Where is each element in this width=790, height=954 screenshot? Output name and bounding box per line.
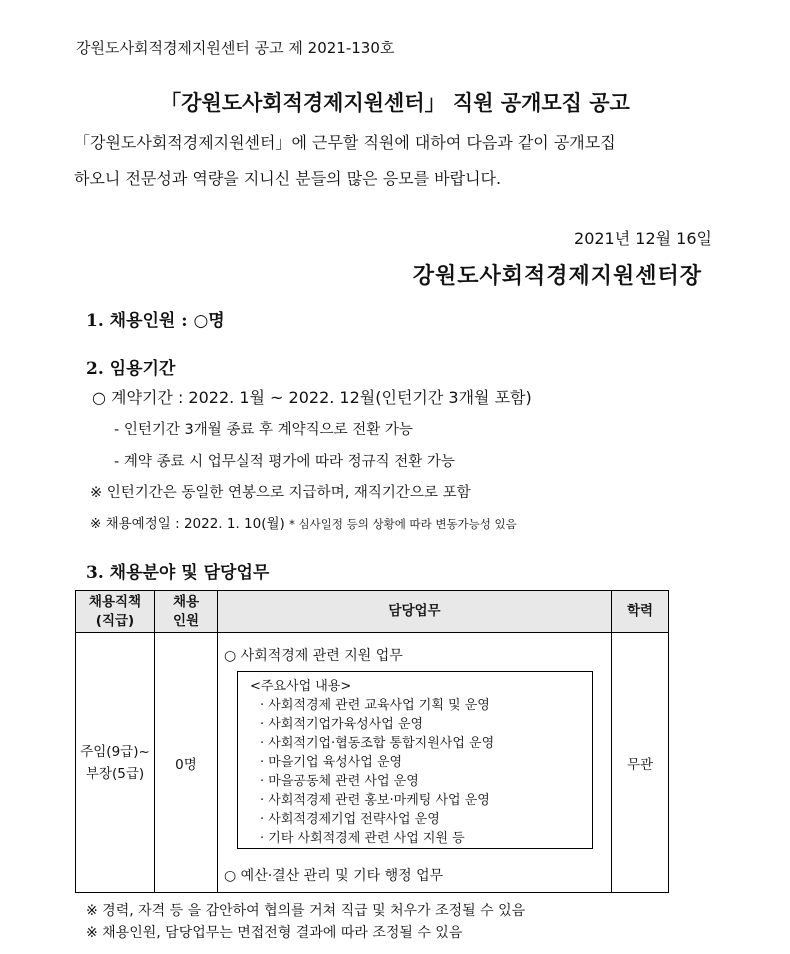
footnote-interview: ※ 채용인원, 담당업무는 면접전형 결과에 따라 조정될 수 있음 xyxy=(86,925,463,941)
section-3-heading: 3. 채용분야 및 담당업무 xyxy=(86,563,270,583)
main-projects-box xyxy=(237,671,593,849)
recruitment-table xyxy=(75,590,669,893)
section-2-heading: 2. 임용기간 xyxy=(86,359,176,379)
signer-name: 강원도사회적경제지원센터장 xyxy=(412,263,702,289)
header-count-line2: 인원 xyxy=(172,612,200,629)
list-item: · 기타 사회적경제 관련 사업 지원 등 xyxy=(260,831,465,846)
permanent-conversion-note: - 계약 종료 시 업무실적 평가에 따라 정규직 전환 가능 xyxy=(114,454,455,470)
list-item: · 사회적경제 관련 홍보·마케팅 사업 운영 xyxy=(260,793,490,808)
header-position xyxy=(76,591,155,633)
list-item: · 사회적기업가육성사업 운영 xyxy=(260,717,424,732)
table-header-row xyxy=(76,591,669,633)
contract-period: ○ 계약기간 : 2022. 1월 ~ 2022. 12월(인턴기간 3개월 포함) xyxy=(92,388,532,407)
page-title: 「강원도사회적경제지원센터」 직원 공개모집 공고 xyxy=(160,90,630,115)
list-item: · 사회적기업·협동조합 통합지원사업 운영 xyxy=(260,736,495,751)
position-line2: 부장(5급) xyxy=(85,765,145,782)
cell-position xyxy=(76,633,155,893)
duty-main: ○ 사회적경제 관련 지원 업무 xyxy=(224,648,403,664)
header-position-line1: 채용직책 xyxy=(88,593,142,610)
hire-date-main: ※ 채용예정일 : 2022. 1. 10(월) xyxy=(90,516,285,532)
hire-date-caveat: * 심사일정 등의 상황에 따라 변동가능성 있음 xyxy=(289,517,517,531)
header-education: 학력 xyxy=(612,591,669,633)
footnote-adjustment: ※ 경력, 자격 등 을 감안하여 협의를 거쳐 직급 및 처우가 조정될 수 있음 xyxy=(86,903,526,919)
list-item: · 사회적경제 관련 교육사업 기획 및 운영 xyxy=(260,698,490,713)
cell-count: 0명 xyxy=(155,633,218,893)
list-item: · 마을공동체 관련 사업 운영 xyxy=(260,774,419,789)
header-position-line2: (직급) xyxy=(95,612,135,629)
header-count-line1: 채용 xyxy=(172,593,200,610)
cell-education: 무관 xyxy=(612,633,669,893)
intro-line-2: 하오니 전문성과 역량을 지니신 분들의 많은 응모를 바랍니다. xyxy=(74,169,502,188)
hire-date-note xyxy=(90,512,517,532)
cell-duties xyxy=(218,633,612,893)
intern-salary-note: ※ 인턴기간은 동일한 연봉으로 지급하며, 재직기간으로 포함 xyxy=(90,485,471,501)
header-duties: 담당업무 xyxy=(218,591,612,633)
duty-extra: ○ 예산·결산 관리 및 기타 행정 업무 xyxy=(224,868,444,884)
intro-line-1: 「강원도사회적경제지원센터」에 근무할 직원에 대하여 다음과 같이 공개모집 xyxy=(74,133,616,152)
list-item: · 사회적경제기업 전략사업 운영 xyxy=(260,812,440,827)
list-item: · 마을기업 육성사업 운영 xyxy=(260,755,403,770)
position-line1: 주임(9급)~ xyxy=(80,743,150,760)
notice-date: 2021년 12월 16일 xyxy=(574,229,712,248)
intern-conversion-note: - 인턴기간 3개월 종료 후 계약직으로 전환 가능 xyxy=(114,422,413,438)
main-projects-title: <주요사업 내용> xyxy=(250,679,352,694)
header-count xyxy=(155,591,218,633)
notice-number: 강원도사회적경제지원센터 공고 제 2021-130호 xyxy=(76,39,395,57)
table-row xyxy=(76,633,669,893)
section-1-heading: 1. 채용인원 : ○명 xyxy=(86,311,225,331)
